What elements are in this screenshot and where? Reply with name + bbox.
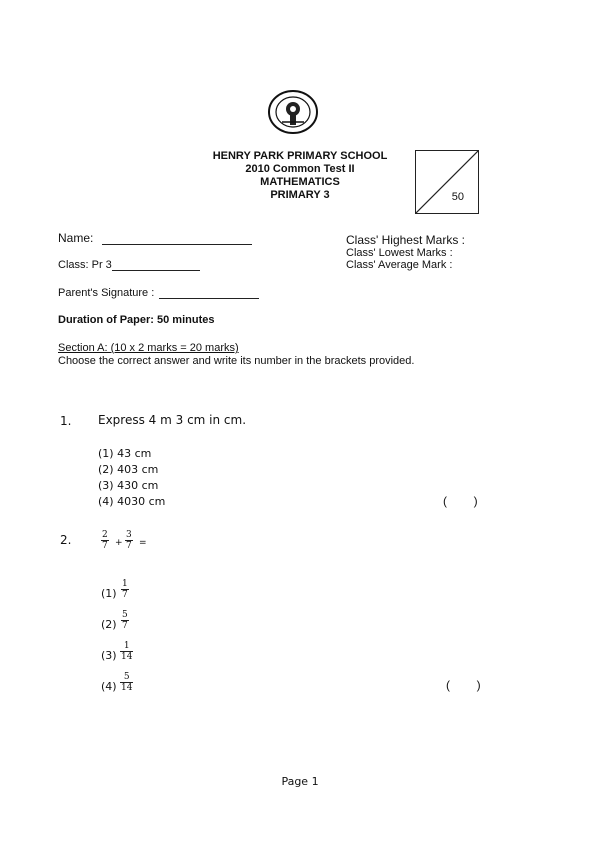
option-1: (1) [101,587,117,600]
parent-signature-label: Parent's Signature : [58,287,155,299]
parent-signature-field [58,287,259,299]
fraction-a [101,530,109,551]
section-instruction: Choose the correct answer and write its number in the brackets provided. [58,355,415,367]
option-4: (4) [101,680,117,693]
option-4-fraction: $\frac{5}{14}$ [121,672,133,693]
option-3-fraction: $\frac{1}{14}$ [121,641,133,662]
level-name: PRIMARY 3 [270,189,330,201]
question-number: 2. [60,533,72,547]
question-number: 1. [60,414,72,428]
option-1-fraction: $\frac{1}{7}$ [122,579,128,600]
option-3: (3) 430 cm [98,479,159,492]
fraction-b-denominator: 7 [126,541,132,551]
fraction-b-numerator: 3 [126,530,132,540]
total-marks: 50 [451,191,464,203]
option-2: (2) 403 cm [98,463,159,476]
option-1: (1) 43 cm [98,447,152,460]
answer-bracket[interactable]: ( ) [443,494,478,508]
score-box [415,150,479,214]
option-2-fraction: $\frac{5}{7}$ [122,610,128,631]
option-4: (4) 4030 cm [98,495,166,508]
class-label: Class: Pr 3 [58,259,112,271]
parent-signature-line[interactable] [159,298,259,299]
fraction-b [125,530,133,551]
fraction-a-numerator: 2 [102,530,108,540]
plus-sign: + [115,538,123,548]
name-line[interactable] [102,244,252,245]
class-highest-label: Class' Highest Marks : [346,233,465,247]
option-2: (2) [101,618,117,631]
class-field [58,259,200,271]
school-name: HENRY PARK PRIMARY SCHOOL [212,150,388,162]
class-line[interactable] [112,270,200,271]
option-3: (3) [101,649,117,662]
question-text: Express 4 m 3 cm in cm. [98,413,247,427]
equals-sign: = [139,538,147,548]
page-number: Page 1 [281,775,319,788]
answer-bracket[interactable]: ( ) [446,678,481,692]
duration-text: Duration of Paper: 50 minutes [58,314,215,326]
section-title: Section A: (10 x 2 marks = 20 marks) [58,342,239,354]
class-average-label: Class' Average Mark : [346,259,453,271]
name-label: Name: [58,231,94,245]
school-crest-logo [264,89,322,135]
fraction-a-denominator: 7 [102,541,108,551]
subject-name: MATHEMATICS [260,176,340,188]
name-field [58,231,252,245]
test-name: 2010 Common Test II [245,163,355,175]
class-lowest-label: Class' Lowest Marks : [346,247,453,259]
